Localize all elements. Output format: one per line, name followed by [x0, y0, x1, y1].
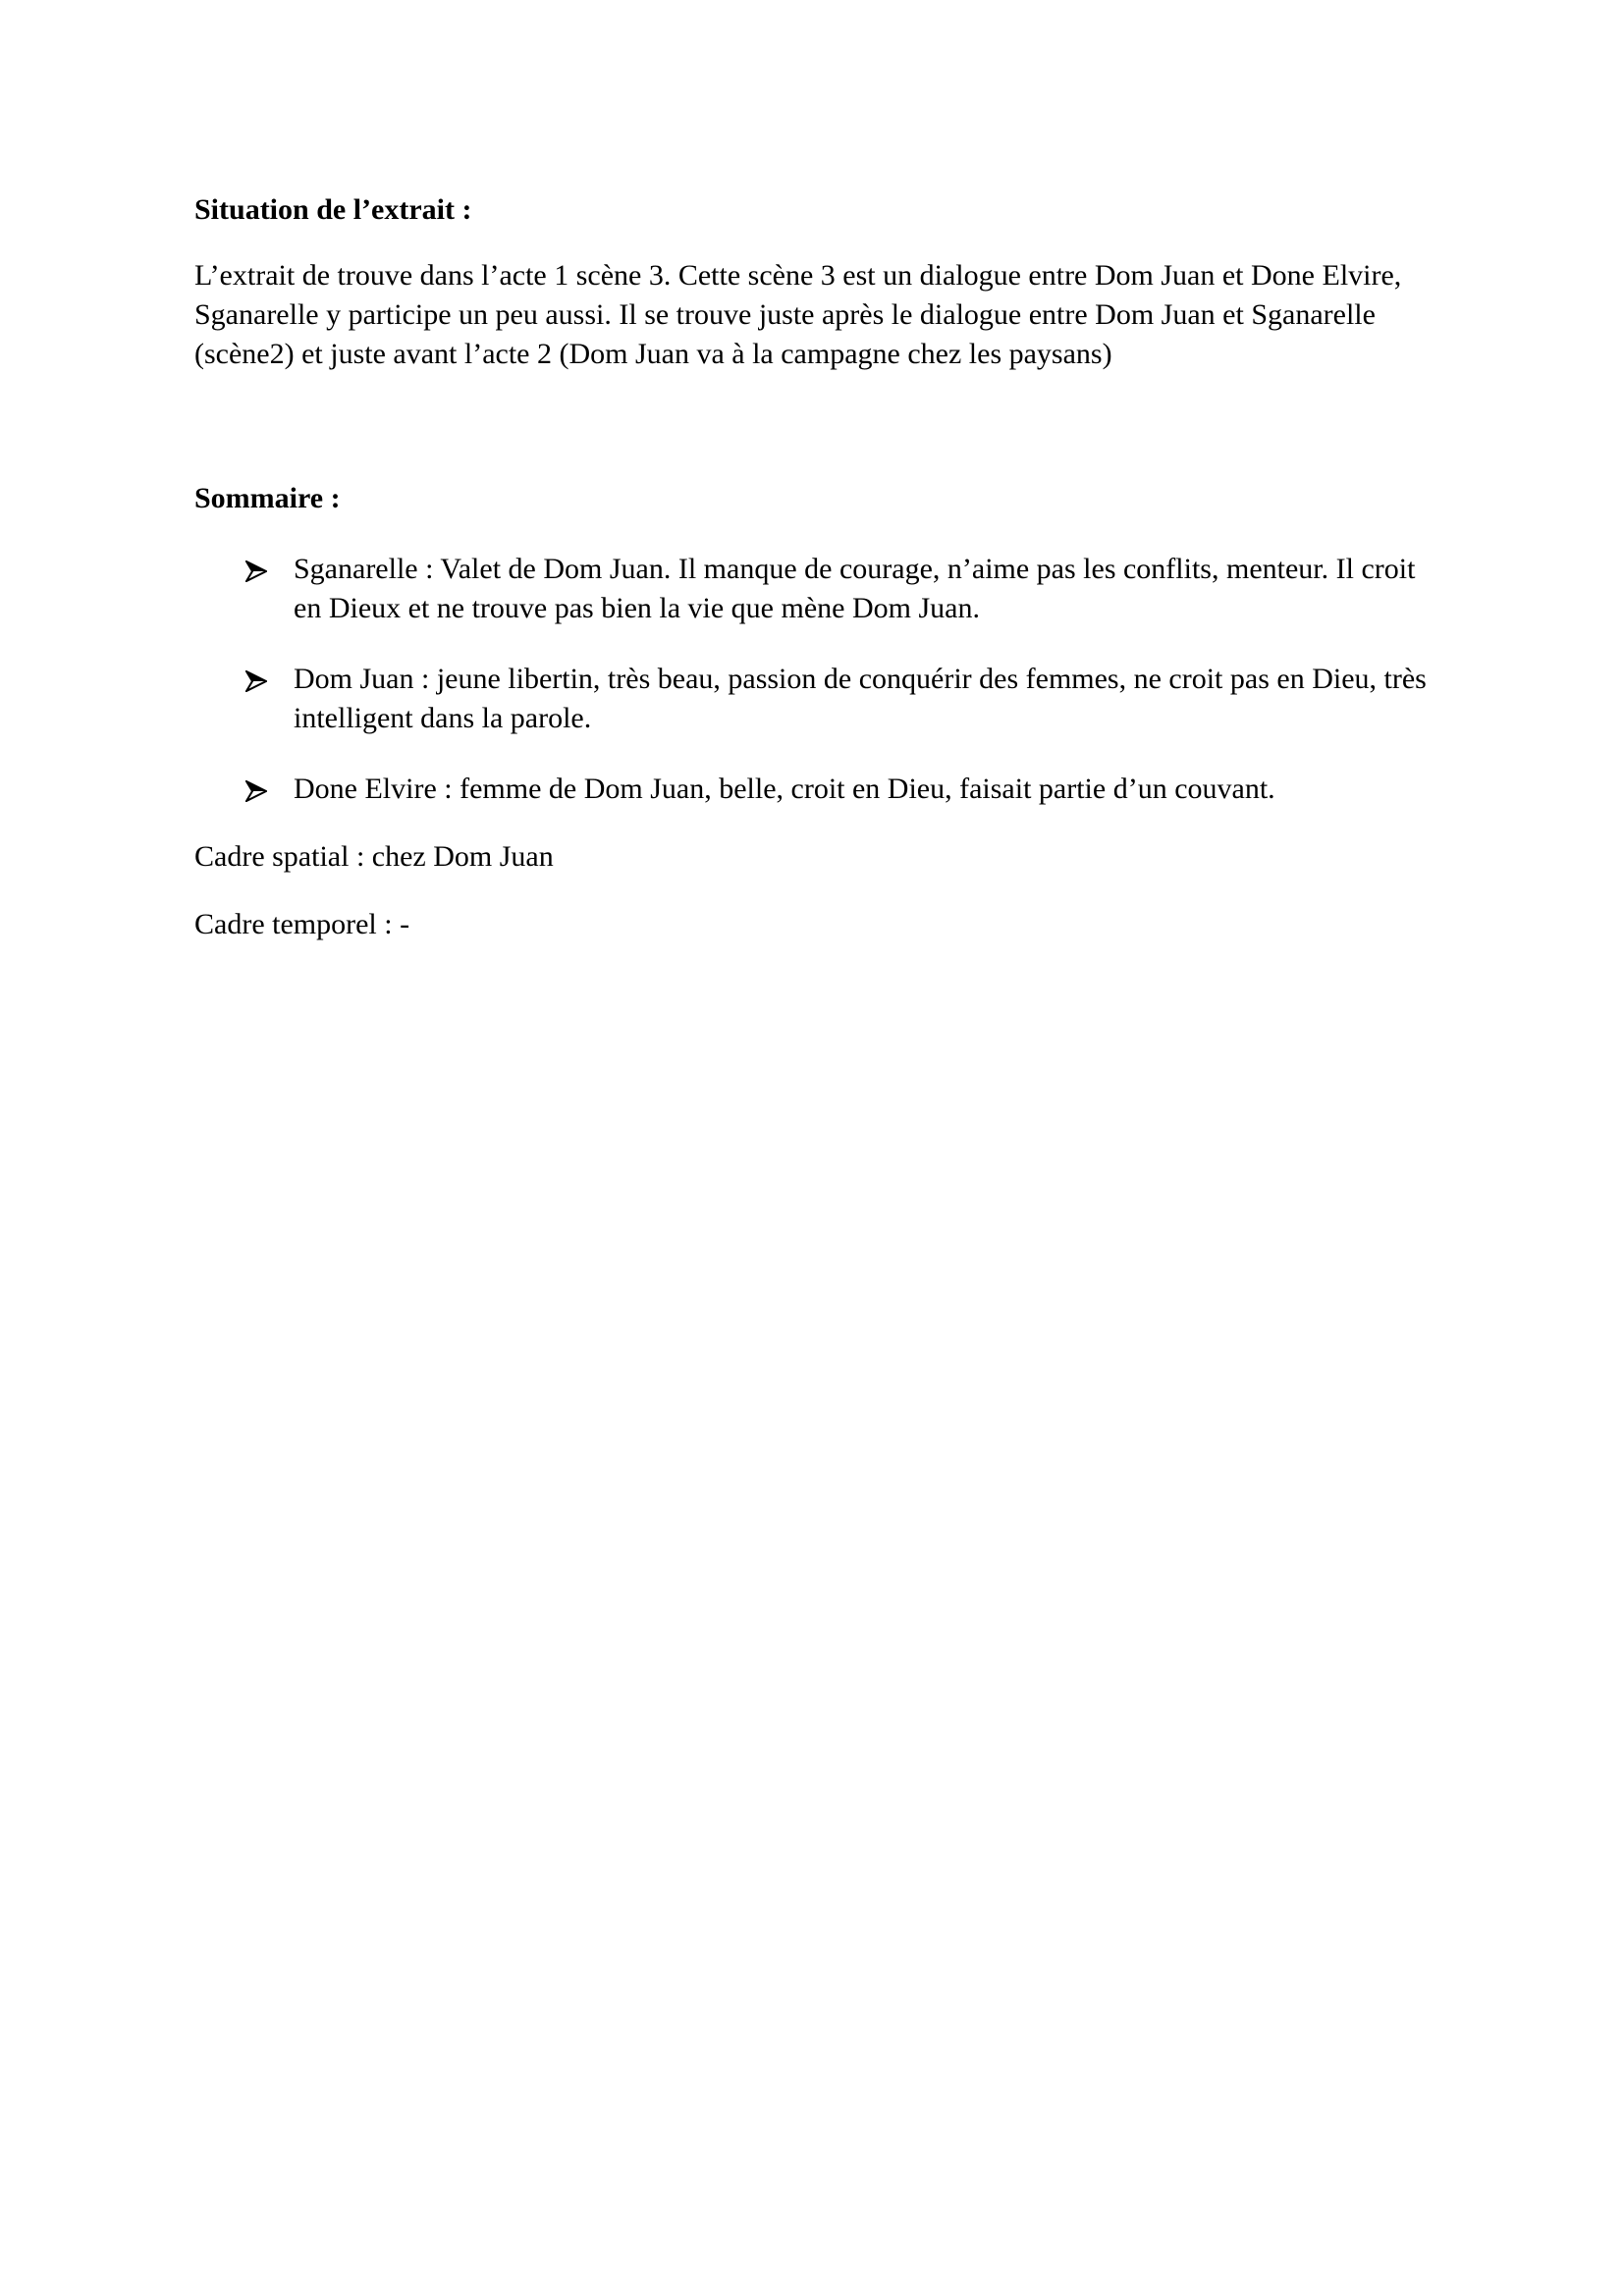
situation-heading: Situation de l’extrait : — [194, 193, 472, 226]
list-item-sganarelle — [194, 550, 1441, 628]
page-content — [194, 190, 1441, 944]
sommaire-heading: Sommaire : — [194, 482, 341, 514]
arrowhead-bullet-icon — [245, 550, 269, 589]
list-item-done-elvire — [194, 770, 1441, 809]
situation-paragraph: L’extrait de trouve dans l’acte 1 scène 3. Cette scène 3 est un dialogue entre Dom Juan et Done Elvire, Sganarelle y participe un peu aussi. Il se trouve juste après le dialogue entre Dom Juan et Sganarelle (scène2) et juste avant l’acte 2 (Dom Juan va à la campagne chez les paysans) — [194, 259, 1402, 370]
list-item-text: Done Elvire : femme de Dom Juan, belle, croit en Dieu, faisait partie d’un couvant. — [294, 773, 1275, 805]
cadre-spatial: Cadre spatial : chez Dom Juan — [194, 840, 554, 873]
arrowhead-bullet-icon — [245, 770, 269, 809]
character-list — [194, 550, 1441, 809]
cadre-temporel: Cadre temporel : - — [194, 908, 410, 940]
arrowhead-bullet-icon — [245, 660, 269, 699]
list-item-dom-juan — [194, 660, 1441, 738]
list-item-text: Dom Juan : jeune libertin, très beau, passion de conquérir des femmes, ne croit pas en Dieu, très intelligent dans la parole. — [294, 663, 1427, 734]
list-item-text: Sganarelle : Valet de Dom Juan. Il manque de courage, n’aime pas les conflits, menteur. Il croit en Dieux et ne trouve pas bien la vie que mène Dom Juan. — [294, 553, 1416, 624]
